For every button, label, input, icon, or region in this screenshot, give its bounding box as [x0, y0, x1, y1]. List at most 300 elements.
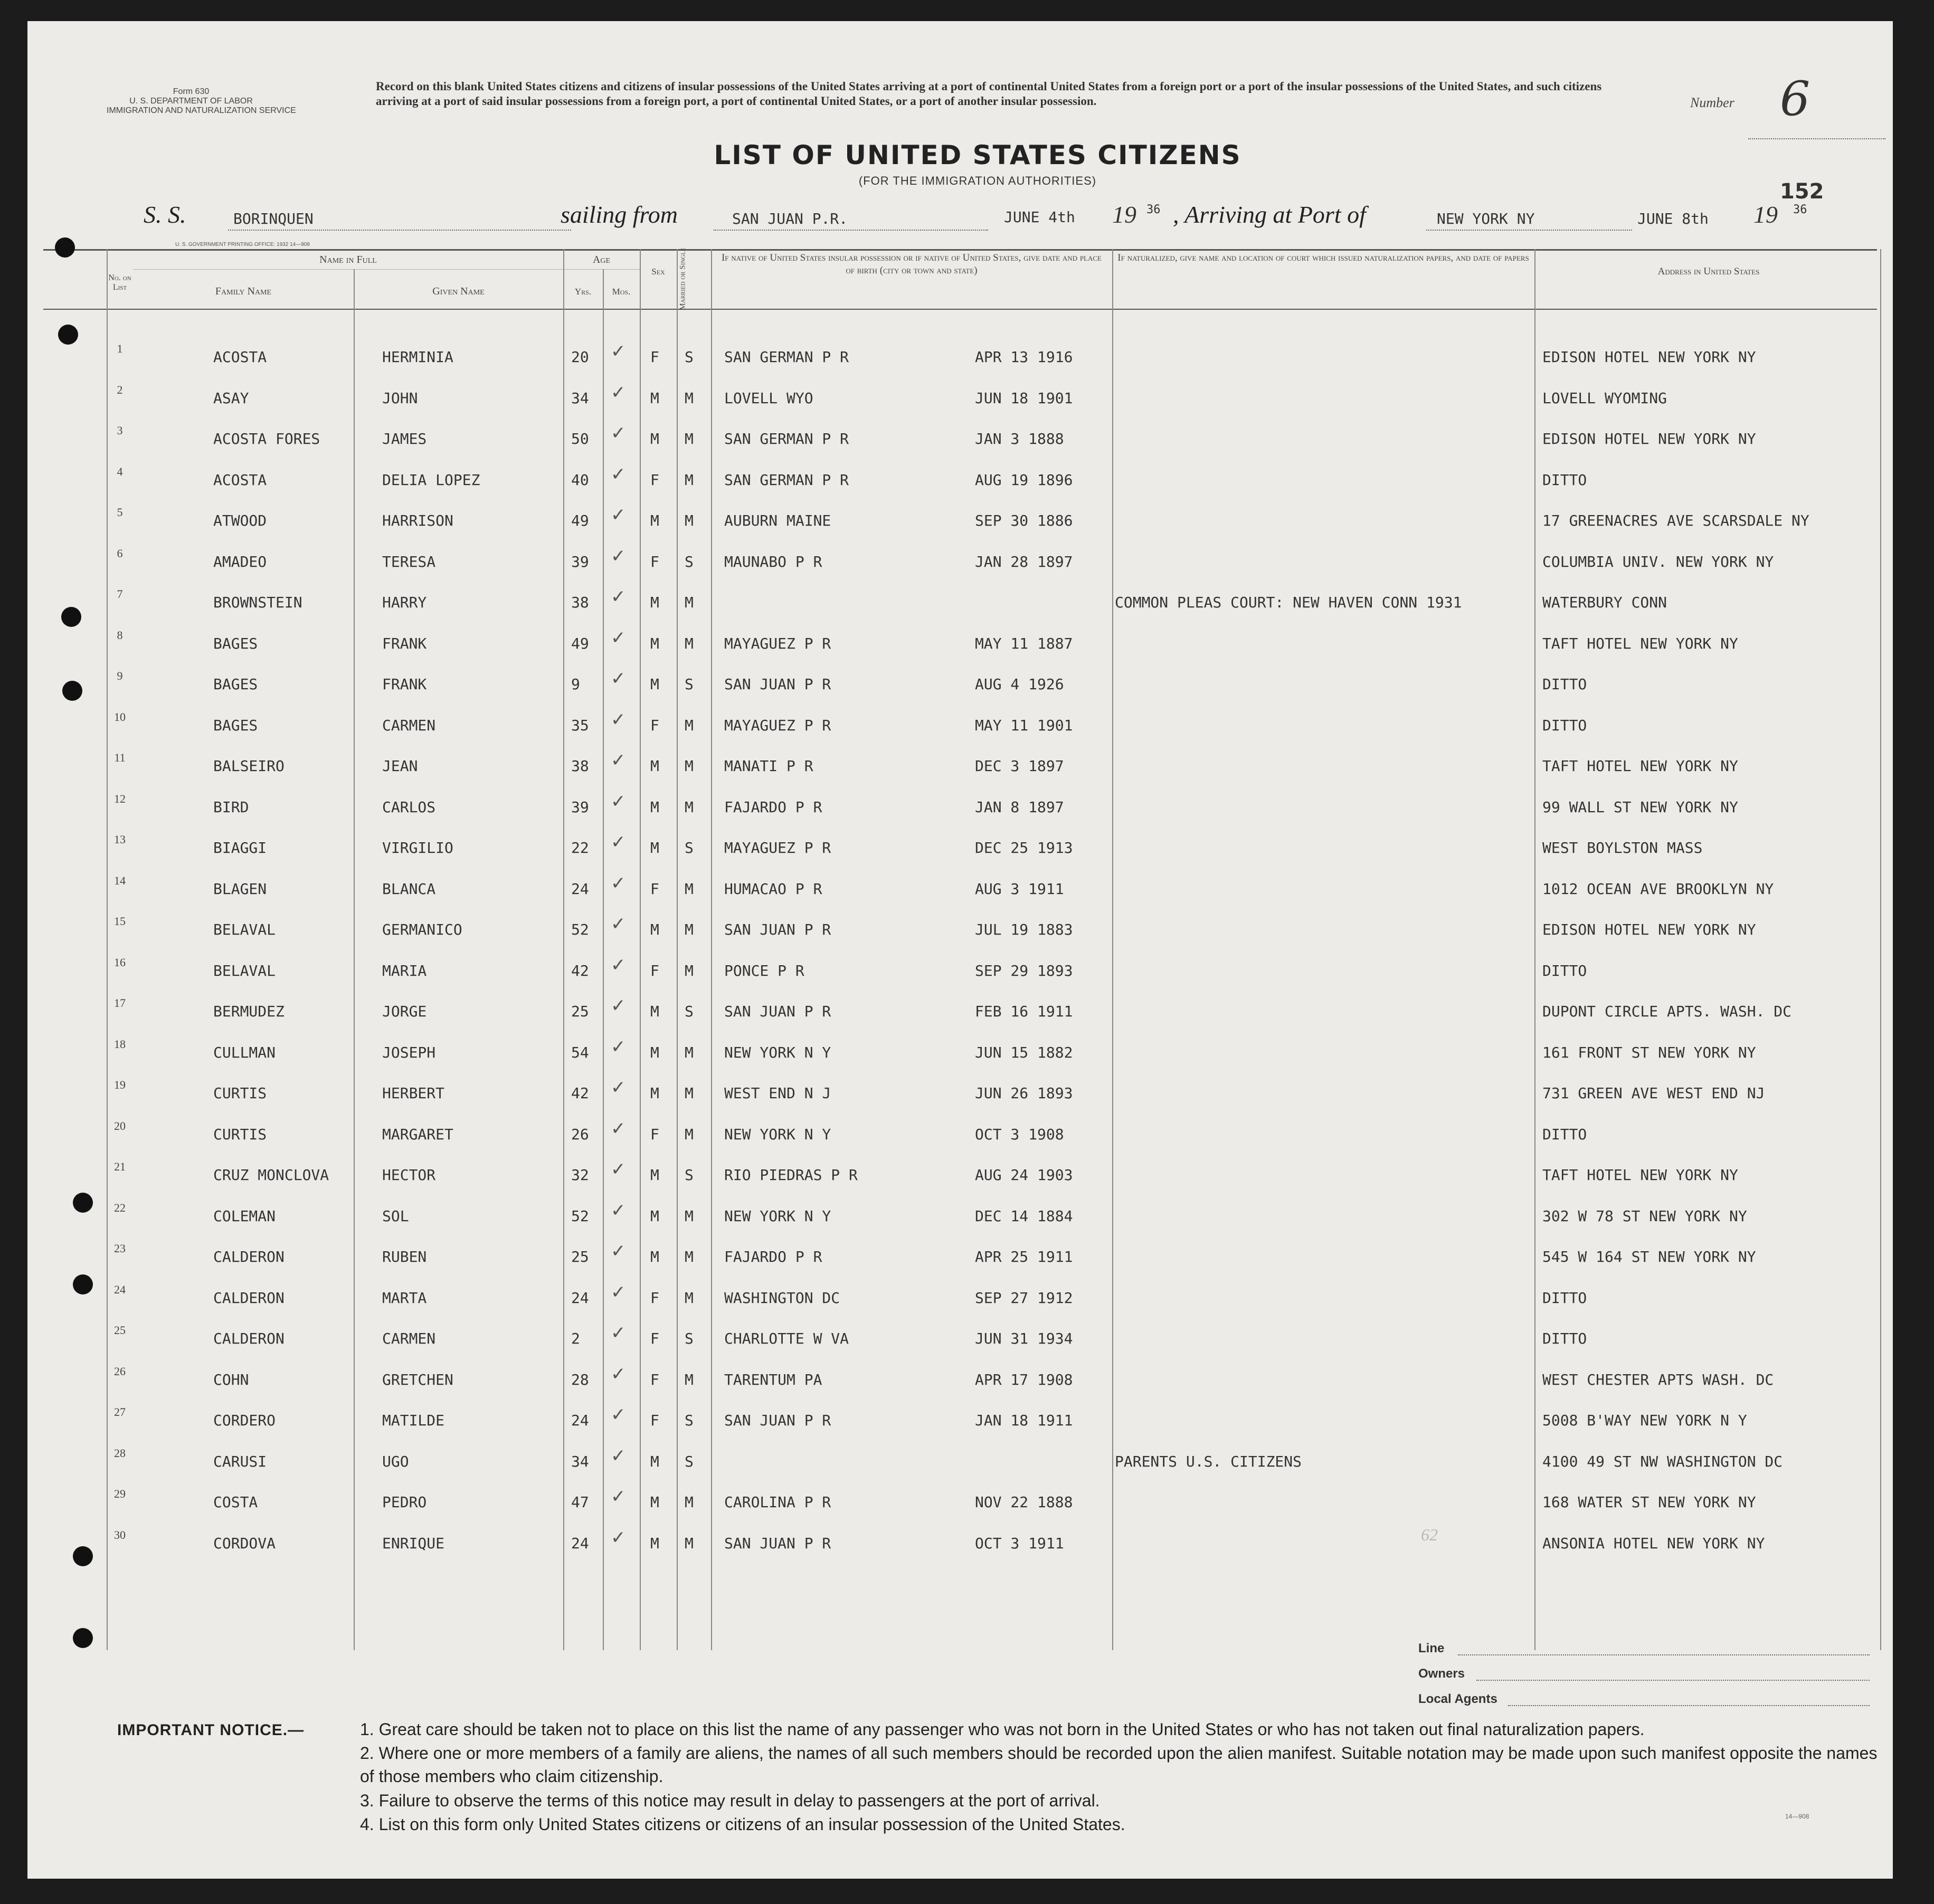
birth-date: SEP 30 1886 [975, 512, 1073, 529]
birth-place: NEW YORK N Y [724, 1207, 831, 1225]
age-years: 28 [571, 1370, 589, 1388]
address: 302 W 78 ST NEW YORK NY [1542, 1207, 1747, 1225]
given-name: TERESA [382, 553, 436, 570]
check-mark: ✓ [611, 709, 626, 730]
header-given-name: Given Name [432, 285, 485, 297]
sex: F [650, 471, 659, 489]
binder-hole [73, 1546, 93, 1566]
row-number: 19 [114, 1078, 126, 1091]
birth-date: JUN 31 1934 [975, 1330, 1073, 1347]
age-years: 35 [571, 716, 589, 734]
row-number: 29 [114, 1487, 126, 1500]
given-name: HERMINIA [382, 348, 453, 366]
binder-hole [58, 325, 78, 345]
age-years: 9 [571, 675, 580, 693]
address: DITTO [1542, 471, 1587, 489]
address: 99 WALL ST NEW YORK NY [1542, 798, 1738, 816]
birth-place: SAN GERMAN P R [724, 471, 849, 489]
given-name: JOSEPH [382, 1043, 436, 1061]
family-name: CALDERON [213, 1248, 285, 1265]
sex: M [650, 389, 659, 407]
row-number: 30 [114, 1528, 126, 1541]
check-mark: ✓ [611, 1486, 626, 1507]
table-top-rule [43, 249, 1877, 251]
header-birth: If native of United States insular possession or if native of United States, give date and place of birth (city or town and state) [721, 252, 1102, 276]
birth-place: LOVELL WYO [724, 389, 813, 407]
departure-port: SAN JUAN P.R. [732, 210, 848, 227]
birth-date: APR 25 1911 [975, 1248, 1073, 1265]
table-row [27, 829, 1893, 869]
ship-underline [228, 230, 571, 231]
check-mark: ✓ [611, 627, 626, 649]
family-name: ASAY [213, 389, 249, 407]
age-years: 2 [571, 1330, 580, 1347]
row-number: 16 [114, 955, 126, 969]
check-mark: ✓ [611, 1241, 626, 1262]
marital-status: M [685, 512, 694, 529]
binder-hole [61, 607, 81, 627]
age-years: 52 [571, 921, 589, 938]
binder-hole [73, 1274, 93, 1294]
marital-status: M [685, 389, 694, 407]
check-mark: ✓ [611, 1199, 626, 1221]
sex: F [650, 961, 659, 979]
header-no: No. on List [108, 273, 131, 292]
binder-hole [62, 681, 82, 701]
table-row [27, 501, 1893, 542]
marital-status: M [685, 880, 694, 898]
birth-place: SAN JUAN P R [724, 1534, 831, 1552]
age-years: 42 [571, 1084, 589, 1102]
age-years: 25 [571, 1248, 589, 1265]
age-years: 38 [571, 594, 589, 611]
departure-year-prefix: 19 [1112, 201, 1136, 228]
age-years: 20 [571, 348, 589, 366]
family-name: COHN [213, 1370, 249, 1388]
header-family-name: Family Name [215, 285, 272, 297]
sex: M [650, 839, 659, 856]
birth-date: DEC 25 1913 [975, 839, 1073, 856]
age-years: 49 [571, 634, 589, 652]
sex: M [650, 1003, 659, 1020]
age-years: 26 [571, 1125, 589, 1143]
family-name: BLAGEN [213, 880, 267, 898]
table-row [27, 1156, 1893, 1196]
family-name: BERMUDEZ [213, 1003, 285, 1020]
table-row [27, 665, 1893, 706]
birth-date: AUG 3 1911 [975, 880, 1064, 898]
check-mark: ✓ [611, 1118, 626, 1139]
check-mark: ✓ [611, 586, 626, 607]
family-name: ATWOOD [213, 512, 267, 529]
sex: M [650, 1166, 659, 1184]
birth-place: MANATI P R [724, 757, 813, 775]
sex: M [650, 798, 659, 816]
address: WEST CHESTER APTS WASH. DC [1542, 1370, 1774, 1388]
address: DITTO [1542, 675, 1587, 693]
birth-place: SAN GERMAN P R [724, 430, 849, 448]
table-row [27, 1115, 1893, 1156]
table-row [27, 1033, 1893, 1074]
service-name: IMMIGRATION AND NATURALIZATION SERVICE [107, 106, 296, 115]
marital-status: M [685, 471, 694, 489]
given-name: JEAN [382, 757, 418, 775]
table-row [27, 1197, 1893, 1237]
age-years: 50 [571, 430, 589, 448]
row-number: 20 [114, 1119, 126, 1132]
address: EDISON HOTEL NEW YORK NY [1542, 348, 1756, 366]
birth-place: FAJARDO P R [724, 1248, 822, 1265]
marital-status: M [685, 757, 694, 775]
local-agents-field [1508, 1705, 1870, 1706]
departure-year: 36 [1146, 203, 1161, 216]
sailing-label: sailing from [561, 201, 678, 228]
line-field [1458, 1654, 1870, 1655]
family-name: BELAVAL [213, 961, 276, 979]
given-name: MARGARET [382, 1125, 453, 1143]
sex: M [650, 1493, 659, 1511]
address: ANSONIA HOTEL NEW YORK NY [1542, 1534, 1765, 1552]
check-mark: ✓ [611, 791, 626, 812]
sex: M [650, 430, 659, 448]
header-naturalized: If naturalized, give name and location of court which issued naturalization papers, and date of papers [1117, 252, 1529, 263]
marital-status: M [685, 1125, 694, 1143]
address: 17 GREENACRES AVE SCARSDALE NY [1542, 512, 1809, 529]
row-number: 11 [114, 751, 126, 764]
arrival-year-prefix: 19 [1753, 201, 1778, 228]
birth-place: SAN GERMAN P R [724, 348, 849, 366]
row-number: 28 [114, 1446, 126, 1460]
check-mark: ✓ [611, 1036, 626, 1058]
birth-place: CHARLOTTE W VA [724, 1330, 849, 1347]
birth-place: SAN JUAN P R [724, 921, 831, 938]
marital-status: M [685, 1084, 694, 1102]
sex: M [650, 1248, 659, 1265]
given-name: PEDRO [382, 1493, 427, 1511]
arrival-year: 36 [1793, 203, 1807, 216]
arrival-underline [1426, 230, 1632, 231]
address: 545 W 164 ST NEW YORK NY [1542, 1248, 1756, 1265]
form-code: 14—908 [1785, 1813, 1809, 1820]
address: 731 GREEN AVE WEST END NJ [1542, 1084, 1765, 1102]
birth-place: SAN JUAN P R [724, 1003, 831, 1020]
birth-place: NEW YORK N Y [724, 1043, 831, 1061]
row-number: 10 [114, 710, 126, 723]
address: EDISON HOTEL NEW YORK NY [1542, 430, 1756, 448]
marital-status: M [685, 1370, 694, 1388]
row-number: 24 [114, 1282, 126, 1296]
table-row [27, 624, 1893, 665]
table-row [27, 338, 1893, 378]
row-number: 25 [114, 1324, 126, 1337]
birth-date: JAN 18 1911 [975, 1412, 1073, 1429]
table-row [27, 1360, 1893, 1401]
sex: F [650, 1289, 659, 1307]
sex: M [650, 675, 659, 693]
family-name: BIRD [213, 798, 249, 816]
sex: M [650, 921, 659, 938]
check-mark: ✓ [611, 341, 626, 362]
header-address: Address in United States [1657, 266, 1760, 277]
address: TAFT HOTEL NEW YORK NY [1542, 757, 1738, 775]
arrival-port: NEW YORK NY [1437, 210, 1535, 227]
row-number: 9 [117, 669, 123, 682]
family-name: CARUSI [213, 1452, 267, 1470]
birth-place: TARENTUM PA [724, 1370, 822, 1388]
age-years: 54 [571, 1043, 589, 1061]
naturalization: COMMON PLEAS COURT: NEW HAVEN CONN 1931 [1115, 594, 1462, 611]
birth-place: MAUNABO P R [724, 553, 822, 570]
marital-status: M [685, 716, 694, 734]
birth-place: SAN JUAN P R [724, 675, 831, 693]
birth-place: CAROLINA P R [724, 1493, 831, 1511]
birth-place: PONCE P R [724, 961, 804, 979]
address: DITTO [1542, 1125, 1587, 1143]
address: TAFT HOTEL NEW YORK NY [1542, 1166, 1738, 1184]
given-name: CARLOS [382, 798, 436, 816]
notice-lead: IMPORTANT NOTICE.— [117, 1721, 305, 1739]
given-name: DELIA LOPEZ [382, 471, 480, 489]
row-number: 1 [117, 342, 123, 355]
given-name: SOL [382, 1207, 409, 1225]
birth-date: JAN 3 1888 [975, 430, 1064, 448]
line-label: Line [1418, 1641, 1445, 1655]
marital-status: S [685, 1412, 694, 1429]
given-name: VIRGILIO [382, 839, 453, 856]
birth-date: OCT 3 1911 [975, 1534, 1064, 1552]
sex: M [650, 1534, 659, 1552]
row-number: 22 [114, 1201, 126, 1214]
birth-date: SEP 29 1893 [975, 961, 1073, 979]
ship-number: 152 [1780, 179, 1824, 204]
sex: M [650, 757, 659, 775]
ss-label: S. S. [144, 201, 186, 228]
age-years: 34 [571, 1452, 589, 1470]
address: TAFT HOTEL NEW YORK NY [1542, 634, 1738, 652]
address: 5008 B'WAY NEW YORK N Y [1542, 1412, 1747, 1429]
address: 161 FRONT ST NEW YORK NY [1542, 1043, 1756, 1061]
header-yrs: Yrs. [574, 287, 592, 297]
ship-name: BORINQUEN [233, 210, 314, 227]
owners-label: Owners [1418, 1667, 1465, 1681]
address: DITTO [1542, 1289, 1587, 1307]
row-number: 5 [117, 506, 123, 519]
birth-place: WEST END N J [724, 1084, 831, 1102]
sex: F [650, 1125, 659, 1143]
row-number: 14 [114, 873, 126, 887]
birth-date: MAY 11 1887 [975, 634, 1073, 652]
given-name: GERMANICO [382, 921, 462, 938]
binder-hole [73, 1193, 93, 1213]
birth-date: JUN 26 1893 [975, 1084, 1073, 1102]
header-name-in-full: Name in Full [319, 254, 377, 265]
sex: F [650, 716, 659, 734]
given-name: MARTA [382, 1289, 427, 1307]
given-name: CARMEN [382, 1330, 436, 1347]
row-number: 3 [117, 424, 123, 437]
birth-date: AUG 24 1903 [975, 1166, 1073, 1184]
age-years: 34 [571, 389, 589, 407]
address: WEST BOYLSTON MASS [1542, 839, 1703, 856]
check-mark: ✓ [611, 545, 626, 567]
age-years: 39 [571, 553, 589, 570]
sex: F [650, 1370, 659, 1388]
marital-status: M [685, 430, 694, 448]
sex: F [650, 553, 659, 570]
family-name: BALSEIRO [213, 757, 285, 775]
table-row [27, 379, 1893, 420]
age-years: 32 [571, 1166, 589, 1184]
marital-status: S [685, 348, 694, 366]
check-mark: ✓ [611, 1159, 626, 1180]
marital-status: S [685, 675, 694, 693]
family-name: CALDERON [213, 1289, 285, 1307]
table-row [27, 1319, 1893, 1360]
age-years: 24 [571, 1289, 589, 1307]
birth-place: RIO PIEDRAS P R [724, 1166, 858, 1184]
family-name: CALDERON [213, 1330, 285, 1347]
age-years: 40 [571, 471, 589, 489]
birth-date: JUN 18 1901 [975, 389, 1073, 407]
birth-date: MAY 11 1901 [975, 716, 1073, 734]
birth-place: FAJARDO P R [724, 798, 822, 816]
family-name: BROWNSTEIN [213, 594, 302, 611]
address: DUPONT CIRCLE APTS. WASH. DC [1542, 1003, 1792, 1020]
check-mark: ✓ [611, 913, 626, 935]
table-row [27, 1442, 1893, 1483]
family-name: CURTIS [213, 1125, 267, 1143]
birth-date: DEC 14 1884 [975, 1207, 1073, 1225]
birth-date: JAN 28 1897 [975, 553, 1073, 570]
birth-place: HUMACAO P R [724, 880, 822, 898]
table-row [27, 910, 1893, 951]
check-mark: ✓ [611, 954, 626, 976]
given-name: GRETCHEN [382, 1370, 453, 1388]
local-agents-label: Local Agents [1418, 1692, 1497, 1706]
birth-date: SEP 27 1912 [975, 1289, 1073, 1307]
row-number: 13 [114, 833, 126, 846]
sex: M [650, 1043, 659, 1061]
birth-place: MAYAGUEZ P R [724, 716, 831, 734]
marital-status: S [685, 1166, 694, 1184]
check-mark: ✓ [611, 995, 626, 1016]
row-number: 15 [114, 915, 126, 928]
age-years: 38 [571, 757, 589, 775]
check-mark: ✓ [611, 463, 626, 485]
check-mark: ✓ [611, 382, 626, 403]
check-mark: ✓ [611, 1445, 626, 1467]
table-row [27, 951, 1893, 992]
check-mark: ✓ [611, 1363, 626, 1385]
page-subtitle: (FOR THE IMMIGRATION AUTHORITIES) [858, 174, 1097, 187]
row-number: 26 [114, 1364, 126, 1378]
birth-date: OCT 3 1908 [975, 1125, 1064, 1143]
sex: M [650, 594, 659, 611]
address: 1012 OCEAN AVE BROOKLYN NY [1542, 880, 1774, 898]
table-row [27, 870, 1893, 910]
family-name: CORDERO [213, 1412, 276, 1429]
check-mark: ✓ [611, 832, 626, 853]
check-mark: ✓ [611, 1404, 626, 1425]
table-row [27, 1483, 1893, 1524]
table-row [27, 461, 1893, 501]
table-row [27, 1524, 1893, 1565]
table-row [27, 420, 1893, 460]
check-mark: ✓ [611, 1077, 626, 1098]
given-name: HARRISON [382, 512, 453, 529]
family-name: COLEMAN [213, 1207, 276, 1225]
given-name: JORGE [382, 1003, 427, 1020]
family-name: BAGES [213, 716, 258, 734]
given-name: HERBERT [382, 1084, 445, 1102]
birth-date: NOV 22 1888 [975, 1493, 1073, 1511]
age-years: 24 [571, 1412, 589, 1429]
header-sex: Sex [651, 266, 665, 277]
marital-status: M [685, 1043, 694, 1061]
sex: M [650, 1452, 659, 1470]
birth-date: APR 17 1908 [975, 1370, 1073, 1388]
row-number: 23 [114, 1242, 126, 1255]
age-years: 24 [571, 880, 589, 898]
given-name: CARMEN [382, 716, 436, 734]
row-number: 2 [117, 383, 123, 396]
family-name: ACOSTA [213, 471, 267, 489]
sex: F [650, 348, 659, 366]
table-row [27, 1237, 1893, 1278]
family-name: ACOSTA FORES [213, 430, 320, 448]
birth-date: APR 13 1916 [975, 348, 1073, 366]
marital-status: S [685, 1452, 694, 1470]
check-mark: ✓ [611, 504, 626, 526]
birth-place: WASHINGTON DC [724, 1289, 840, 1307]
address: WATERBURY CONN [1542, 594, 1667, 611]
header-age: Age [592, 254, 611, 265]
table-row [27, 992, 1893, 1033]
table-row [27, 1401, 1893, 1442]
birth-date: JUN 15 1882 [975, 1043, 1073, 1061]
marital-status: S [685, 839, 694, 856]
family-name: CRUZ MONCLOVA [213, 1166, 329, 1184]
departure-date: JUNE 4th [1004, 208, 1075, 226]
address: DITTO [1542, 716, 1587, 734]
marital-status: M [685, 1207, 694, 1225]
birth-date: AUG 4 1926 [975, 675, 1064, 693]
marital-status: S [685, 1003, 694, 1020]
marital-status: M [685, 798, 694, 816]
table-row [27, 747, 1893, 787]
list-number: 6 [1780, 71, 1810, 127]
age-years: 25 [571, 1003, 589, 1020]
family-name: BIAGGI [213, 839, 267, 856]
arrival-date: JUNE 8th [1637, 210, 1709, 227]
notice-item-2: 2. Where one or more members of a family are aliens, the names of all such members should be recorded upon the alien manifest. Suitable notation may be made upon such manifest opposite the names of those members who claim citizenship. [360, 1744, 1878, 1786]
table-row [27, 1279, 1893, 1319]
age-years: 49 [571, 512, 589, 529]
marital-status: M [685, 921, 694, 938]
check-mark: ✓ [611, 1527, 626, 1548]
given-name: FRANK [382, 634, 427, 652]
birth-place: MAYAGUEZ P R [724, 634, 831, 652]
header-rule [43, 309, 1877, 310]
family-name: BELAVAL [213, 921, 276, 938]
sex: M [650, 512, 659, 529]
marital-status: M [685, 961, 694, 979]
given-name: UGO [382, 1452, 409, 1470]
arriving-label: , Arriving at Port of [1173, 201, 1366, 228]
birth-date: FEB 16 1911 [975, 1003, 1073, 1020]
check-mark: ✓ [611, 1322, 626, 1344]
sex: F [650, 880, 659, 898]
